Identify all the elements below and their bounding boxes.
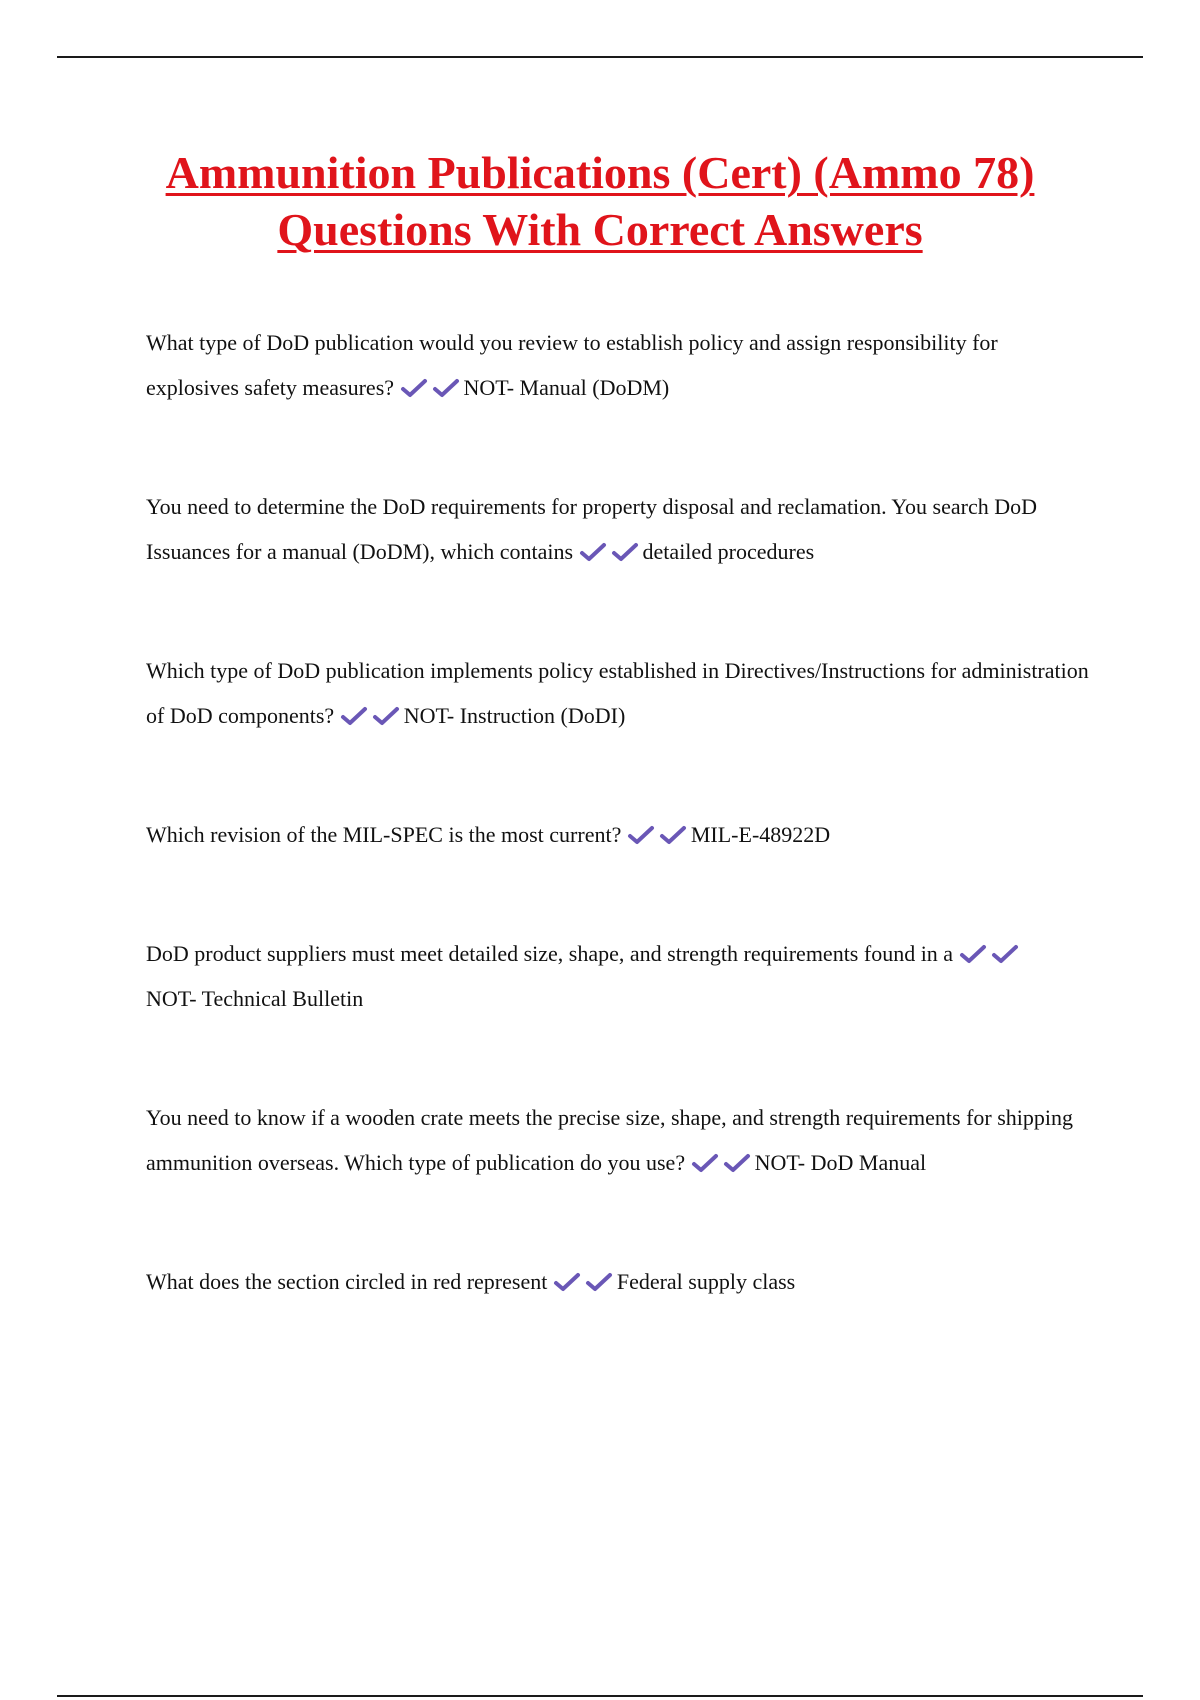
qa-item: [146, 1095, 1096, 1185]
check-icon: [959, 944, 987, 964]
check-icon: [723, 1153, 751, 1173]
qa-item: [146, 812, 1096, 857]
qa-item: [146, 1259, 1096, 1304]
answer-text: NOT- Manual (DoDM): [463, 375, 670, 400]
title-line-2: Questions With Correct Answers: [277, 204, 923, 255]
qa-list: [146, 320, 1096, 1304]
check-icon: [372, 706, 400, 726]
answer-text: NOT- DoD Manual: [754, 1150, 927, 1175]
title-line-1: Ammunition Publications (Cert) (Ammo 78): [165, 147, 1035, 198]
answer-text: MIL-E-48922D: [690, 822, 831, 847]
check-icon: [553, 1272, 581, 1292]
check-icon: [400, 378, 428, 398]
question-text: You need to determine the DoD requirements for property disposal and reclamation. You search DoD Issuances for a manual (DoDM), which contains: [146, 494, 1037, 564]
answer-text: Federal supply class: [616, 1269, 796, 1294]
check-icon: [659, 825, 687, 845]
answer-text: NOT- Technical Bulletin: [146, 986, 364, 1011]
bottom-rule: [57, 1695, 1143, 1697]
question-text: Which type of DoD publication implements policy established in Directives/Instructions for administration of DoD components?: [146, 658, 1089, 728]
qa-item: [146, 484, 1096, 574]
check-icon: [340, 706, 368, 726]
check-icon: [579, 542, 607, 562]
check-icon: [627, 825, 655, 845]
check-icon: [991, 944, 1019, 964]
question-text: You need to know if a wooden crate meets the precise size, shape, and strength requirements for shipping ammunition overseas. Which type of publication do you use?: [146, 1105, 1074, 1175]
answer-text: detailed procedures: [642, 539, 815, 564]
question-text: What does the section circled in red represent: [146, 1269, 548, 1294]
qa-item: [146, 320, 1096, 410]
top-rule: [57, 56, 1143, 58]
check-icon: [691, 1153, 719, 1173]
qa-item: [146, 648, 1096, 738]
check-icon: [432, 378, 460, 398]
check-icon: [611, 542, 639, 562]
question-text: What type of DoD publication would you review to establish policy and assign responsibility for explosives safety measures?: [146, 330, 998, 400]
question-text: Which revision of the MIL-SPEC is the most current?: [146, 822, 622, 847]
qa-item: [146, 931, 1096, 1021]
answer-text: NOT- Instruction (DoDI): [403, 703, 626, 728]
document-title: [100, 144, 1100, 258]
question-text: DoD product suppliers must meet detailed size, shape, and strength requirements found in a: [146, 941, 954, 966]
check-icon: [585, 1272, 613, 1292]
